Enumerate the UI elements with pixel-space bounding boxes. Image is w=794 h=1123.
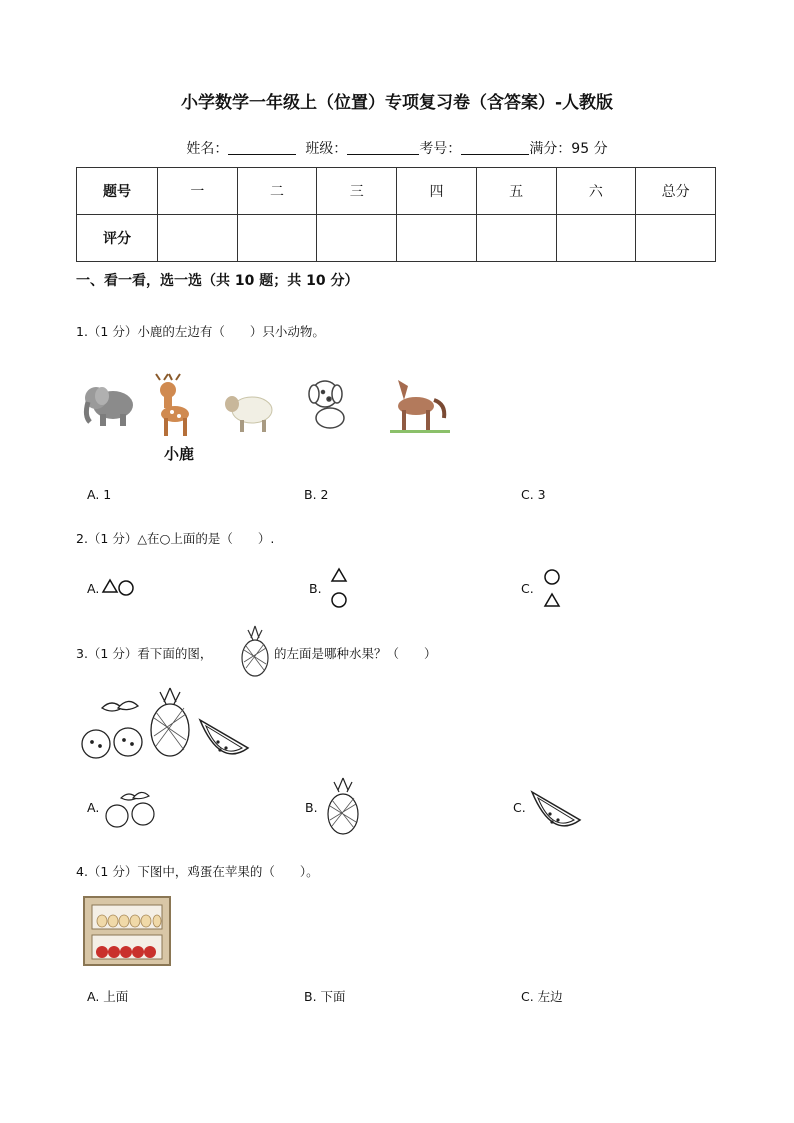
- circle-above-triangle-icon: [541, 566, 563, 610]
- table-cell: 四: [397, 168, 477, 215]
- sheep-icon: [225, 396, 272, 432]
- table-row: [77, 215, 716, 262]
- q3-option-a[interactable]: A.: [87, 800, 100, 815]
- page-title: 小学数学一年级上（位置）专项复习卷（含答案）-人教版: [180, 93, 614, 113]
- name-field[interactable]: [228, 140, 296, 155]
- score-input-cell[interactable]: [556, 215, 636, 262]
- table-cell: 五: [476, 168, 556, 215]
- table-cell: 一: [158, 168, 238, 215]
- table-row: [77, 168, 716, 215]
- class-field[interactable]: [347, 140, 419, 155]
- pineapple-icon: [238, 624, 272, 678]
- question-3-stem-suffix: 的左面是哪种水果？（ ）: [274, 646, 437, 661]
- score-input-cell[interactable]: [476, 215, 556, 262]
- full-score: 满分：95 分: [529, 141, 608, 157]
- deer-caption: 小鹿: [164, 445, 195, 463]
- watermelon-icon: [528, 786, 584, 830]
- q1-option-b[interactable]: B. 2: [304, 487, 329, 502]
- exam-no-field[interactable]: [461, 140, 529, 155]
- q4-option-a[interactable]: A. 上面: [87, 989, 129, 1004]
- score-input-cell[interactable]: [636, 215, 716, 262]
- q4-option-c[interactable]: C. 左边: [521, 989, 563, 1004]
- animals-image: [80, 372, 460, 442]
- table-header-cell: 评分: [77, 215, 158, 262]
- score-input-cell[interactable]: [237, 215, 317, 262]
- pineapple-icon: [322, 776, 364, 836]
- section-heading: 一、看一看，选一选（共 10 题；共 10 分）: [76, 273, 359, 289]
- q3-option-c[interactable]: C.: [513, 800, 526, 815]
- score-input-cell[interactable]: [397, 215, 477, 262]
- triangle-circle-side-icon: [102, 578, 136, 598]
- q1-option-c[interactable]: C. 3: [521, 487, 546, 502]
- q3-option-b[interactable]: B.: [305, 800, 318, 815]
- student-info-line: [0, 138, 794, 158]
- table-cell: 六: [556, 168, 636, 215]
- pineapple-icon: [151, 688, 189, 756]
- table-cell: 二: [237, 168, 317, 215]
- question-3-stem-prefix: 3.（1 分）看下面的图，: [76, 646, 213, 661]
- deer-icon: [156, 374, 189, 436]
- lychee-icon: [82, 701, 142, 758]
- table-cell: 总分: [636, 168, 716, 215]
- score-input-cell[interactable]: [158, 215, 238, 262]
- elephant-icon: [85, 387, 133, 426]
- table-cell: 三: [317, 168, 397, 215]
- class-label: 班级：: [305, 141, 348, 157]
- lychee-icon: [103, 784, 159, 828]
- q2-option-c[interactable]: C.: [521, 581, 534, 596]
- fruits-image: [80, 686, 256, 760]
- q2-option-a[interactable]: A.: [87, 581, 100, 596]
- table-header-cell: 题号: [77, 168, 158, 215]
- dog-icon: [309, 381, 344, 428]
- q4-option-b[interactable]: B. 下面: [304, 989, 346, 1004]
- score-input-cell[interactable]: [317, 215, 397, 262]
- horse-icon: [390, 380, 450, 433]
- question-1-stem: 1.（1 分）小鹿的左边有（ ）只小动物。: [76, 324, 325, 339]
- shelf-eggs-apples-image: [82, 895, 174, 967]
- name-label: 姓名：: [186, 141, 229, 157]
- score-table: [76, 167, 716, 262]
- triangle-above-circle-icon: [328, 566, 350, 610]
- apples-icon: [96, 946, 156, 958]
- q2-option-b[interactable]: B.: [309, 581, 322, 596]
- exam-no-label: 考号：: [419, 141, 462, 157]
- question-4-stem: 4.（1 分）下图中，鸡蛋在苹果的（ ）。: [76, 864, 319, 879]
- question-2-stem: 2.（1 分）△在○上面的是（ ）.: [76, 531, 275, 546]
- q1-option-a[interactable]: A. 1: [87, 487, 112, 502]
- watermelon-icon: [200, 720, 248, 754]
